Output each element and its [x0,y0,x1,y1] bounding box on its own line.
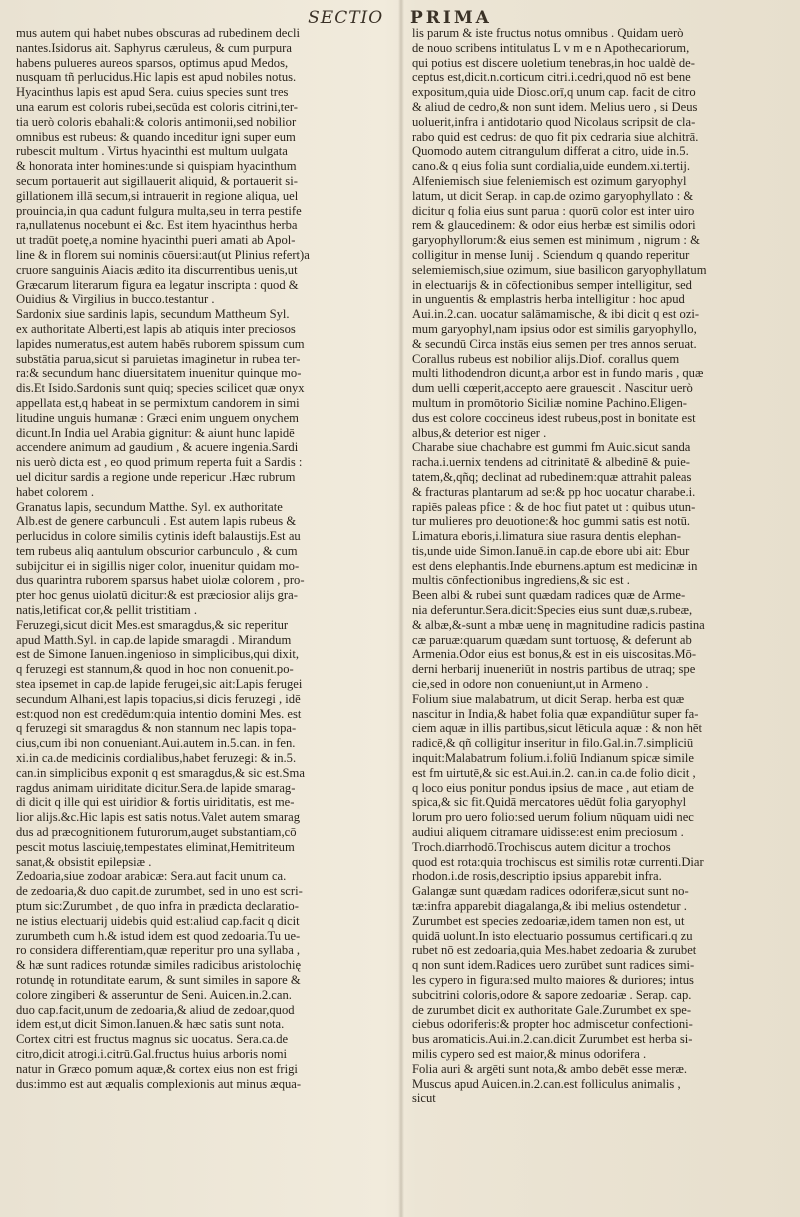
text-line: Zedoaria,siue zodoar arabicæ: Sera.aut facit unum ca. [16,869,287,884]
text-line: dum uelli cœperit,accepto aere grauescit . Nascitur uerò [412,381,693,396]
text-line: substātia parua,sicut si paruietas imaginetur in rubea ter- [16,351,301,366]
text-line: est dens elephantis.Inde eburnens.aptum est medicinæ in [412,558,698,573]
text-line: ex authoritate Alberti,est lapis ab atiquis inter preciosos [16,321,296,336]
text-line: Been albi & rubei sunt quædam radices quæ de Arme- [412,588,686,603]
text-line: q feruzegi sit smaragdus & non stannum nec lapis topa- [16,721,297,736]
text-line: audiui aliquem citramare uidisse:est enim preciosum . [412,825,684,840]
text-line: cie,sed in odore non conueniunt,ut in Armeno . [412,677,649,692]
text-line: quod est rota:quia trochiscus est similis rotæ currenti.Diar [412,854,704,869]
text-line: colligitur in mense Iunij . Sciendum q quando reperitur [412,247,690,262]
text-line: nantes.Isidorus ait. Saphyrus cæruleus, & cum purpura [16,40,292,55]
text-line: stea ipsemet in cap.de lapide ferugei,sic ait:Lapis ferugei [16,677,303,692]
text-line: ra:& secundum hanc diuersitatem inuenitur quinque mo- [16,366,302,381]
text-line: rapiēs paleas pfice : & de hoc fiut patet ut : quibus utun- [412,499,696,514]
right-text-column [412,26,790,1211]
text-line: una earum est coloris rubei,secūda est coloris citrini,ter- [16,99,298,114]
text-line: les cypero in figura:sed multo maiores & duriores; intus [412,973,694,987]
text-line: multis cōnfectionibus ingrediens,& sic est . [412,573,630,588]
text-line: ciem aquæ in illis partibus,sicut lēticula aquæ : & non hēt [412,721,702,736]
header-section: SECTIO [308,8,384,28]
text-line: dus quarintra ruborem sparsus habet uiolæ colorem , pro- [16,573,305,588]
text-line: bus aromaticis.Aui.in.2.can.dicit Zurumbet est herba si- [412,1032,693,1047]
text-line: di dicit q ille qui est uiridior & fortis uiriditatis, est me- [16,795,295,810]
text-line: Charabe siue chachabre est gummi fm Auic.sicut sanda [412,440,691,455]
text-line: cius,cum ibi non conueniant.Aui.autem in.5.can. in fen. [16,736,296,751]
text-line: litudine unguis humanæ : Græci enim unguem onychem [16,410,299,425]
text-line: omnibus est rubeus: & quando inceditur igni super eum [16,129,296,144]
text-line: natur in Græco pomum aquæ,& cortex eius non est frigi [16,1061,298,1076]
text-line: ptum sic:Zurumbet , de quo infra in prædicta declaratio- [16,899,299,914]
text-line: est de Simone Ianuen.ingenioso in simplicibus,qui dixit, [16,647,299,662]
text-line: cæ paruæ:quarum quædam sunt tortuosę, & deferunt ab [412,632,692,647]
text-line: multum in promōtorio Siciliæ nomine Pachino.Eligen- [412,395,687,410]
text-line: lorum pro uero folio:sed uerum folium nūquam uidi nec [412,810,694,825]
text-line: Hyacinthus lapis est apud Sera. cuius species sunt tres [16,85,289,100]
text-line: prouincia,in qua cadunt fulgura multa,seu in terra pestife [16,203,302,218]
text-line: rem & glaucedinem: & odor eius herbæ est similis odori [412,218,696,233]
text-line: subijcitur ei in sigillis niger color, inuenitur quidam mo- [16,558,300,573]
text-line: mum garyophyl,nam ipsius odor est similis garyophyllo, [412,321,697,336]
text-line: tia uerò coloris ebahali:& coloris antimonii,sed nobilior [16,114,297,129]
text-line: tæ:infra apparebit diagalanga,& ibi melius ostendetur . [412,899,687,914]
text-line: expositum,quia uide Diosc.orī,q unum cap. facit de citro [412,85,696,100]
text-line: in unguentis & emplastris herba intelligitur : hoc apud [412,292,685,307]
text-line: Zurumbet est species zedoariæ,idem tamen non est, ut [412,913,685,928]
text-line: pter hoc genus uiolatū dicitur:& est præciosior alijs gra- [16,588,298,603]
text-line: duo cap.facit,unum de zedoaria,& aliud de zedoar,quod [16,1002,295,1017]
text-line: idem est,ut dicit Simon.Ianuen.& hæc satis sunt nota. [16,1017,285,1032]
text-line: Granatus lapis, secundum Matthe. Syl. ex authoritate [16,499,283,514]
text-line: habens pulueres aureos sparsos, optimus apud Medos, [16,55,289,70]
text-line: cano.& q eius folia sunt cordialia,uide eundem.xi.tertij. [412,159,691,174]
text-line: Armenia.Odor eius est bonus,& est in eis uiscositas.Mō- [412,647,697,662]
text-line: & albæ,&-sunt a mbæ uenę in magnitudine radicis pastina [412,617,705,632]
text-line: tur mulieres pro deuotione:& hoc gummi satis est notū. [412,514,691,529]
text-line: dicitur q folia eius sunt parua : quorū color est inter uiro [412,203,695,218]
text-line: rubet nō est zedoaria,quia Mes.habet zedoaria & zurubet [412,943,697,958]
text-line: nis uerò dicta est , eo quod primum reperta fuit a Sardis : [16,455,303,470]
text-line: dus ad præcognitionem futurorum,auget substantiam,cō [16,825,297,840]
text-line: dis.Et Isido.Sardonis sunt quiq; species scilicet quæ onyx [16,381,305,396]
text-line: dicunt.In India uel Arabia gignitur: & aiunt hunc lapidē [16,425,295,440]
text-line: multi lithodendron dicunt,a arbor est in fundo maris , quæ [412,366,704,381]
text-line: secundum Alhani,est lapis topacius,si dicis feruzegi , idē [16,691,301,706]
text-line: ceptus est,dicit.n.corticum citri.i.cedri,quod nō est bene [412,70,691,85]
text-line: de zurumbet dicit ex authoritate Gale.Zurumbet ex spe- [412,1002,692,1017]
text-line: Alb.est de genere carbunculi . Est autem lapis rubeus & [16,514,297,529]
text-line: Folium siue malabatrum, ut dicit Serap. herba est quæ [412,691,685,706]
text-line: de zedoaria,& duo capit.de zurumbet, sed in uno est scri- [16,884,303,899]
text-line: tatem,&,qñq; declinat ad rubedinem:quæ attrahit paleas [412,469,692,484]
text-line: qui potius est discere uoletium tenebras,in hoc ualdè de- [412,55,695,70]
text-line: rotundę in rotunditate earum, & sunt similes in sapore & [16,973,301,987]
text-line: est:quod non est credēdum:quia intentio domini Mes. est [16,706,302,721]
text-line: nascitur in India,& habet folia quæ expandiūtur super fa- [412,706,699,721]
text-line: lapides numeratus,est autem habēs ruborem spissum cum [16,336,305,351]
text-line: q feruzegi est stannum,& quod in hoc non conuenit.po- [16,662,294,677]
text-line: Græcarum literarum figura ea legatur inscripta : quod & [16,277,299,292]
text-line: perlucidus in colore similis cytinis ideft balaustijs.Est au [16,529,301,544]
text-line: Troch.diarrhodō.Trochiscus autem dicitur a trochos [412,839,671,854]
text-line: ragdus animam uiriditate dicitur.Sera.de lapide smarag- [16,780,296,795]
text-line: Limatura eboris,i.limatura siue rasura dentis elephan- [412,529,681,544]
text-line: Ouidius & Virgilius in bucco.testantur . [16,292,215,307]
text-line: line & in florem sui nominis cōuersi:aut(ut Plinius refert)a [16,247,310,262]
column-gutter [398,0,404,1217]
text-line: zurumbeth cum h.& istud idem est quod zedoaria.Tu ue- [16,928,301,943]
text-line: racha.i.uernix tendens ad citrinitatē & albedinē & puie- [412,455,691,470]
text-line: radicē,& qñ colligitur inseritur in filo.Gal.in.7.simpliciū [412,736,694,751]
text-line: Sardonix siue sardinis lapis, secundum Mattheum Syl. [16,307,290,322]
text-line: Cortex citri est fructus magnus sic uocatus. Sera.ca.de [16,1032,289,1047]
header-title: PRIMA [409,8,492,28]
text-line: milis cypero sed est maior,& minus odorifera . [412,1046,647,1061]
text-line: secum portauerit aut sigillauerit aliquid, & portauerit si- [16,173,298,188]
text-line: nia deferuntur.Sera.dicit:Species eius sunt duæ,s.rubeæ, [412,603,693,618]
text-line: in electuarijs & in cōfectionibus semper intelligitur, sed [412,277,692,292]
text-line: Feruzegi,sicut dicit Mes.est smaragdus,& sic reperitur [16,617,289,632]
text-line: de nouo scribens intitulatus L v m e n Apothecariorum, [412,40,690,55]
text-line: ut tradūt poetę,a nomine hyacinthi pueri amati ab Apol- [16,233,296,248]
text-line: sicut [412,1091,436,1106]
text-line: ciebus odoriferis:& propter hoc admiscetur confectioni- [412,1017,693,1032]
text-line: & fracturas plantarum ad se:& pp hoc uocatur charabe.i. [412,484,696,499]
text-line: spica,& sic fit.Quidā mercatores uēdūt folia garyophyl [412,795,687,810]
text-line: garyophyllorum:& eius semen est minimum , nigrum : & [412,233,700,248]
text-line: Muscus apud Auicen.in.2.can.est folliculus animalis , [412,1076,681,1091]
text-line: Quomodo autem citrangulum differat a citro, uide in.5. [412,144,689,159]
text-line: gillationem illā secum,si intrauerit in regione aliqua, uel [16,188,299,203]
text-line: colore zingiberi & asseruntur de Seni. Auicen.in.2.can. [16,987,292,1002]
text-line: uel dicitur sardis a regione unde repericur .Hæc rubrum [16,469,296,484]
text-line: citro,dicit atrogi.i.citrū.Gal.fructus huius arboris nomi [16,1046,288,1061]
text-line: pescit motus lasciuię,tempestates eliminat,Hemitriteum [16,839,295,854]
text-line: can.in simplicibus exponit q est smaragdus,& sic est.Sma [16,765,305,780]
text-line: & hæ sunt radices rotundæ similes radicibus aristolochię [16,958,302,973]
text-line: appellata est,q habeat in se permixtum candorem in simi [16,395,300,410]
text-line: uoluerit,infra i antidotario quod Nicolaus scripsit de cla- [412,114,696,129]
text-line: tis,unde uide Simon.Ianuē.in cap.de ebore ubi ait: Ebur [412,543,690,558]
text-line: rhodon.i.de rosis,descriptio ipsius apparebit infra. [412,869,662,884]
text-line: apud Matth.Syl. in cap.de lapide smaragdi . Mirandum [16,632,292,647]
text-line: q non sunt idem.Radices uero zurūbet sunt radices simi- [412,958,695,973]
text-line: & secundū Circa instās eius semen per tres annos seruat. [412,336,697,351]
text-line: rabo quid est cedrus: de quo fit pix cedraria siue alchitrā. [412,129,699,144]
text-line: dus est colore coccineus idest rubeus,post in bonitate est [412,410,696,425]
text-line: accendere animum ad gaudium , & acuere ingenia.Sardi [16,440,299,455]
text-line: Corallus rubeus est nobilior alijs.Diof. corallus quem [412,351,680,366]
text-line: Aui.in.2.can. uocatur salāmamische, & ibi dicit q est ozi- [412,307,700,322]
text-line: Galangæ sunt quædam radices odoriferæ,sicut sunt no- [412,884,689,899]
text-line: derni herbarij inueneriūt in nostris partibus de utraq; spe [412,662,696,677]
text-line: quidā uolunt.In isto electuario possumus certificari.q zu [412,928,693,943]
left-text-column [16,26,394,1211]
text-line: Folia auri & argēti sunt nota,& ambo debēt esse meræ. [412,1061,688,1076]
text-line: selemiemisch,siue ozimum, siue basilicon garyophyllatum [412,262,707,277]
text-line: subcitrini coloris,odore & sapore zedoariæ . Serap. cap. [412,987,692,1002]
text-line: sanat,& obsistit epilepsiæ . [16,854,152,869]
text-line: cruore sanguinis Aiacis ædito ita discurrentibus uenis,ut [16,262,298,277]
text-line: Alfeniemisch siue feleniemisch est ozimum garyophyl [412,173,687,188]
text-line: rubescit multum . Virtus hyacinthi est multum uulgata [16,144,288,159]
text-line: habet colorem . [16,484,94,499]
text-line: natis,letificat cor,& pellit tristitiam . [16,603,198,618]
text-line: mus autem qui habet nubes obscuras ad rubedinem decli [16,26,300,40]
text-line: est fm uirtutē,& sic est.Aui.in.2. can.in ca.de folio dicit , [412,765,696,780]
text-line: xi.in ca.de medicinis cordialibus,habet feruzegi: & in.5. [16,751,297,766]
text-line: lis parum & iste fructus notus omnibus . Quidam uerò [412,26,684,40]
text-line: ne istius electuarij uidebis quid est:aliud cap.facit q dicit [16,913,300,928]
text-line: q loco eius ponitur pondus ipsius de mace , aut etiam de [412,780,694,795]
text-line: lior alijs.&c.Hic lapis est satis notus.Valet autem smarag [16,810,300,825]
text-line: & aliud de cedro,& non sunt idem. Melius uero , si Deus [412,99,698,114]
text-line: inquit:Malabatrum folium.i.foliū Indianum spicæ simile [412,751,694,766]
text-line: nusquam tñ perlucidus.Hic lapis est apud nobiles notus. [16,70,297,85]
text-line: albus,& deterior est niger . [412,425,547,440]
text-line: latum, ut dicit Serap. in cap.de ozimo garyophyllato : & [412,188,694,203]
text-line: & honorata inter homines:unde si quispiam hyacinthum [16,159,297,174]
text-line: dus:immo est aut æqualis complexionis aut minus æqua- [16,1076,302,1091]
text-line: ra,nullatenus nocebunt ei &c. Est item hyacinthus herba [16,218,298,233]
text-line: tem rubeus aliq aantulum obscurior carbunculo , & cum [16,543,298,558]
text-line: ro considera differentiam,quæ reperitur pro una syllaba , [16,943,301,958]
